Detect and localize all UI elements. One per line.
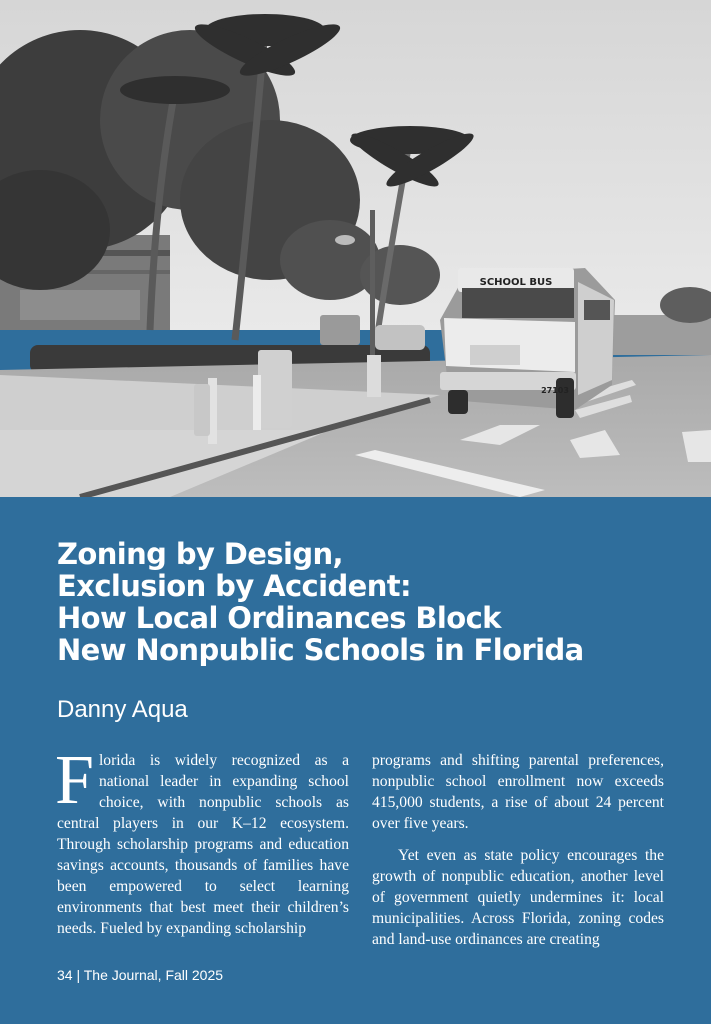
- page-footer: 34 | The Journal, Fall 2025: [57, 967, 224, 983]
- bus-number: 27103: [541, 386, 569, 395]
- header-photo: [0, 0, 711, 497]
- street-scene-image: [0, 0, 711, 497]
- bus-sign: SCHOOL BUS: [479, 277, 553, 288]
- school-bus: [440, 268, 615, 418]
- body-text: lorida is widely recognized as a national leader in expanding school choice, with nonpublic schools as central players in our K–12 ecosystem. Through scholarship programs and education savings accounts, thousands of families have been empowered to select learning environments that best meet their children’s needs. Fueled by expanding scholarship: [57, 752, 349, 937]
- article-panel: [0, 497, 711, 1024]
- article-title: [57, 538, 677, 666]
- body-column-left: [55, 742, 349, 939]
- body-paragraph: programs and shifting parental preferences, nonpublic school enrollment now exceeds 415,000 students, a rise of about 24 percent over five years.: [372, 752, 664, 832]
- body-paragraph: Yet even as state policy encourages the growth of nonpublic education, another level of government quietly undermines it: local municipalities. Across Florida, zoning codes and land-use ordinances are creating: [372, 847, 664, 948]
- author-byline: Danny Aqua: [57, 696, 188, 723]
- title-line: New Nonpublic Schools in Florida: [57, 633, 584, 667]
- title-line: How Local Ordinances Block: [57, 601, 501, 635]
- title-line: Zoning by Design,: [57, 537, 343, 571]
- title-line: Exclusion by Accident:: [57, 569, 412, 603]
- drop-cap: F: [55, 742, 94, 819]
- body-column-right: [372, 750, 664, 950]
